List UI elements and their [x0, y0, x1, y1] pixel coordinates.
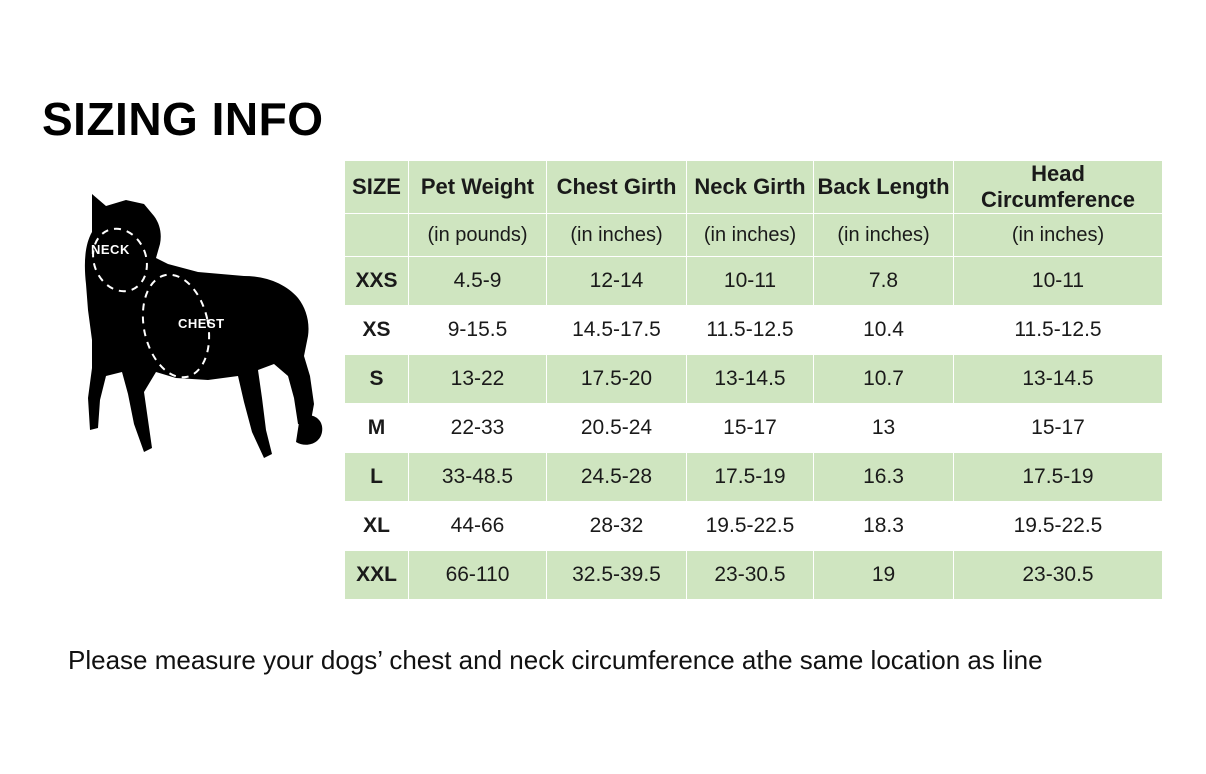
cell-back: 13: [814, 404, 954, 453]
column-header-neck: Neck Girth: [687, 161, 814, 214]
table-row: [345, 551, 1163, 600]
cell-weight: 44-66: [409, 502, 547, 551]
cell-size: XXS: [345, 257, 409, 306]
column-header-weight: Pet Weight: [409, 161, 547, 214]
cell-head: 13-14.5: [954, 355, 1163, 404]
cell-head: 23-30.5: [954, 551, 1163, 600]
table-body: [345, 257, 1163, 600]
dog-silhouette-icon: [48, 180, 328, 520]
table-header: [345, 161, 1163, 257]
diagram-chest-label: CHEST: [178, 316, 225, 331]
column-header-head: Head Circumference: [954, 161, 1163, 214]
unit-back: (in inches): [814, 214, 954, 257]
table-units-row: [345, 214, 1163, 257]
cell-back: 18.3: [814, 502, 954, 551]
table-row: [345, 502, 1163, 551]
cell-neck: 19.5-22.5: [687, 502, 814, 551]
table-row: [345, 453, 1163, 502]
dog-measurement-diagram: [48, 180, 328, 520]
cell-weight: 33-48.5: [409, 453, 547, 502]
cell-neck: 10-11: [687, 257, 814, 306]
cell-neck: 17.5-19: [687, 453, 814, 502]
cell-size: S: [345, 355, 409, 404]
column-header-chest: Chest Girth: [547, 161, 687, 214]
cell-back: 10.4: [814, 306, 954, 355]
cell-neck: 13-14.5: [687, 355, 814, 404]
cell-head: 17.5-19: [954, 453, 1163, 502]
measurement-instructions: Please measure your dogs’ chest and neck circumference athe same location as line: [68, 645, 1043, 675]
cell-chest: 14.5-17.5: [547, 306, 687, 355]
cell-chest: 24.5-28: [547, 453, 687, 502]
unit-chest: (in inches): [547, 214, 687, 257]
table-row: [345, 404, 1163, 453]
cell-size: M: [345, 404, 409, 453]
cell-size: XL: [345, 502, 409, 551]
cell-back: 10.7: [814, 355, 954, 404]
table-row: [345, 355, 1163, 404]
cell-neck: 11.5-12.5: [687, 306, 814, 355]
cell-neck: 23-30.5: [687, 551, 814, 600]
cell-head: 15-17: [954, 404, 1163, 453]
table-header-row: [345, 161, 1163, 214]
cell-back: 16.3: [814, 453, 954, 502]
cell-chest: 12-14: [547, 257, 687, 306]
cell-weight: 9-15.5: [409, 306, 547, 355]
cell-size: XS: [345, 306, 409, 355]
cell-head: 10-11: [954, 257, 1163, 306]
cell-chest: 28-32: [547, 502, 687, 551]
cell-head: 11.5-12.5: [954, 306, 1163, 355]
sizing-table: [344, 160, 1163, 600]
cell-weight: 4.5-9: [409, 257, 547, 306]
cell-back: 7.8: [814, 257, 954, 306]
unit-weight: (in pounds): [409, 214, 547, 257]
column-header-size: SIZE: [345, 161, 409, 214]
cell-size: XXL: [345, 551, 409, 600]
cell-weight: 66-110: [409, 551, 547, 600]
diagram-neck-label: NECK: [91, 242, 130, 257]
unit-size: [345, 214, 409, 257]
cell-weight: 13-22: [409, 355, 547, 404]
cell-chest: 17.5-20: [547, 355, 687, 404]
page-title: SIZING INFO: [42, 93, 324, 145]
cell-chest: 20.5-24: [547, 404, 687, 453]
cell-size: L: [345, 453, 409, 502]
cell-chest: 32.5-39.5: [547, 551, 687, 600]
cell-weight: 22-33: [409, 404, 547, 453]
table-row: [345, 257, 1163, 306]
cell-head: 19.5-22.5: [954, 502, 1163, 551]
table-row: [345, 306, 1163, 355]
cell-neck: 15-17: [687, 404, 814, 453]
column-header-back: Back Length: [814, 161, 954, 214]
unit-neck: (in inches): [687, 214, 814, 257]
unit-head: (in inches): [954, 214, 1163, 257]
cell-back: 19: [814, 551, 954, 600]
